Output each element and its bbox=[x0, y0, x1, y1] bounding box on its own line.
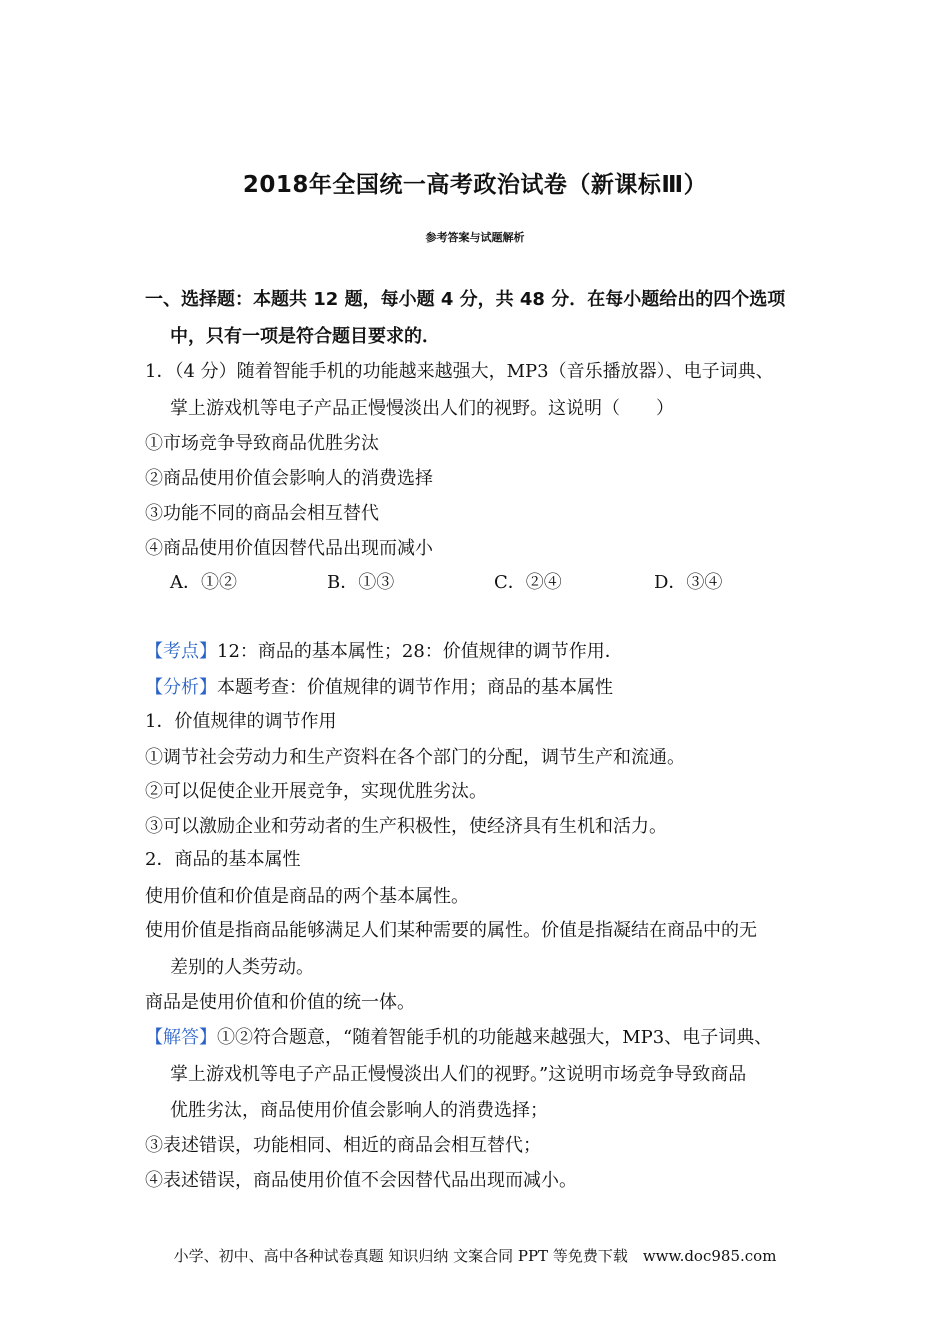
analysis-line-8: 差别的人类劳动。 bbox=[170, 957, 314, 978]
fenxi-text: 本题考查：价值规律的调节作用；商品的基本属性 bbox=[217, 677, 613, 698]
analysis-line-3: ②可以促使企业开展竞争，实现优胜劣汰。 bbox=[145, 781, 487, 802]
jieda-text-5: ④表述错误，商品使用价值不会因替代品出现而减小。 bbox=[145, 1170, 577, 1191]
analysis-line-7: 使用价值是指商品能够满足人们某种需要的属性。价值是指凝结在商品中的无 bbox=[145, 920, 757, 941]
statement-2: ②商品使用价值会影响人的消费选择 bbox=[145, 468, 433, 489]
analysis-line-2: ①调节社会劳动力和生产资料在各个部门的分配，调节生产和流通。 bbox=[145, 747, 685, 768]
kaodian-tag: 【考点】 bbox=[145, 641, 217, 662]
jieda-text-4: ③表述错误，功能相同、相近的商品会相互替代； bbox=[145, 1135, 541, 1156]
jieda-text-1: ①②符合题意，“随着智能手机的功能越来越强大，MP3、电子词典、 bbox=[217, 1027, 773, 1048]
statement-1: ①市场竞争导致商品优胜劣汰 bbox=[145, 433, 379, 454]
option-c: C．②④ bbox=[494, 572, 562, 593]
option-a: A．①② bbox=[170, 572, 237, 593]
jieda-line bbox=[145, 1026, 772, 1050]
fenxi-tag: 【分析】 bbox=[145, 677, 217, 698]
section-heading-line1: 一、选择题：本题共 12 题，每小题 4 分，共 48 分．在每小题给出的四个选项 bbox=[145, 289, 786, 310]
jieda-text-2: 掌上游戏机等电子产品正慢慢淡出人们的视野。”这说明市场竞争导致商品 bbox=[170, 1064, 747, 1085]
page-title: 2018年全国统一高考政治试卷（新课标Ⅲ） bbox=[242, 172, 708, 198]
analysis-line-4: ③可以激励企业和劳动者的生产积极性，使经济具有生机和活力。 bbox=[145, 816, 667, 837]
kaodian-line bbox=[145, 640, 623, 664]
analysis-line-9: 商品是使用价值和价值的统一体。 bbox=[145, 992, 415, 1013]
jieda-tag: 【解答】 bbox=[145, 1027, 217, 1048]
analysis-line-1: 1．价值规律的调节作用 bbox=[145, 711, 337, 732]
jieda-text-3: 优胜劣汰，商品使用价值会影响人的消费选择； bbox=[170, 1100, 548, 1121]
page-footer: 小学、初中、高中各种试卷真题 知识归纳 文案合同 PPT 等免费下载 www.doc985.com bbox=[173, 1247, 777, 1265]
question-stem-line2: 掌上游戏机等电子产品正慢慢淡出人们的视野。这说明（ ） bbox=[170, 398, 674, 419]
statement-3: ③功能不同的商品会相互替代 bbox=[145, 503, 379, 524]
question-stem-line1: 1．（4 分）随着智能手机的功能越来越强大，MP3（音乐播放器）、电子词典、 bbox=[145, 361, 774, 382]
page-subtitle: 参考答案与试题解析 bbox=[425, 231, 525, 244]
section-heading-line2: 中，只有一项是符合题目要求的． bbox=[170, 326, 440, 347]
analysis-line-6: 使用价值和价值是商品的两个基本属性。 bbox=[145, 886, 469, 907]
option-d: D．③④ bbox=[654, 572, 723, 593]
statement-4: ④商品使用价值因替代品出现而减小 bbox=[145, 538, 433, 559]
fenxi-line bbox=[145, 676, 613, 700]
option-b: B．①③ bbox=[327, 572, 395, 593]
kaodian-text: 12：商品的基本属性；28：价值规律的调节作用． bbox=[217, 641, 623, 662]
analysis-line-5: 2．商品的基本属性 bbox=[145, 849, 301, 870]
